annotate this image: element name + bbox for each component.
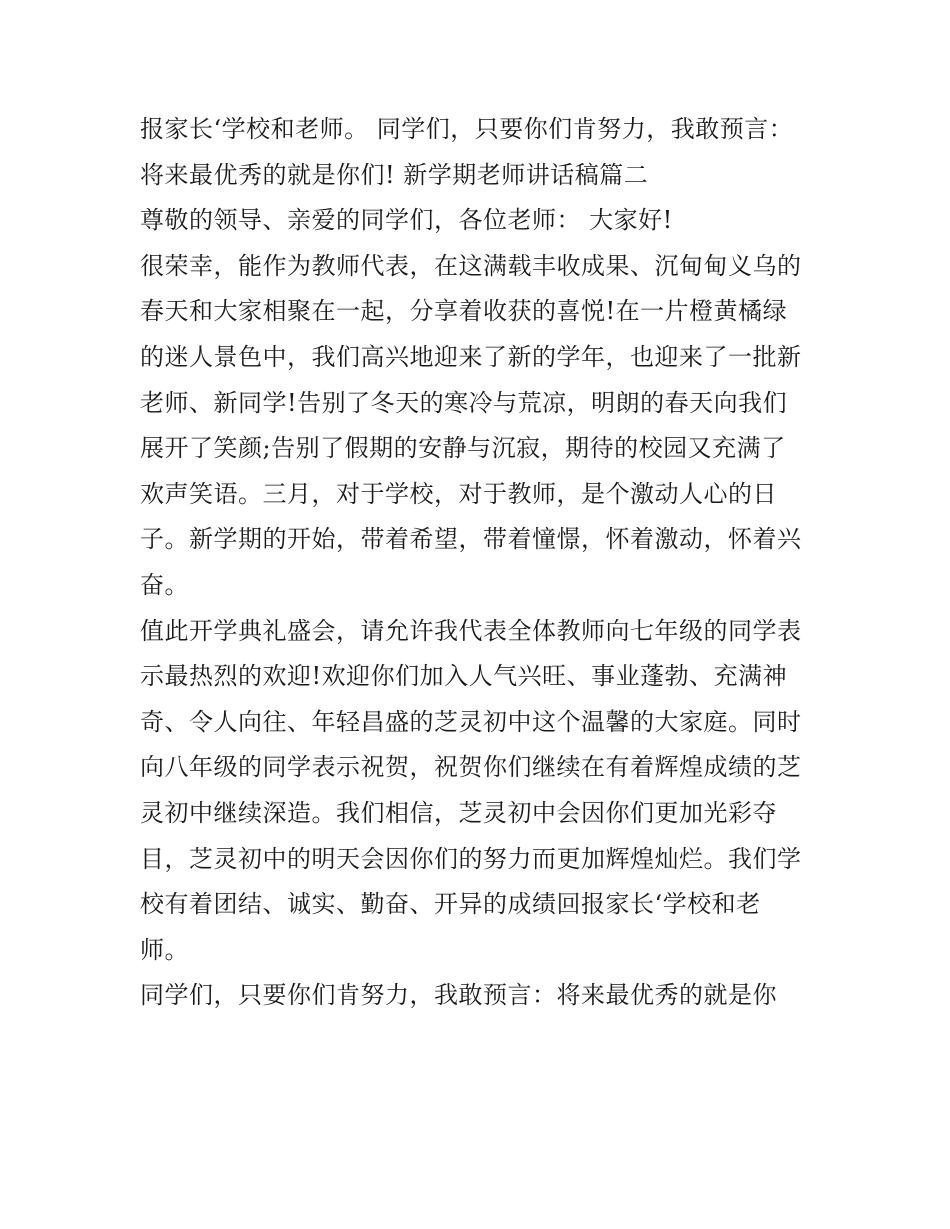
document-body: [140, 107, 830, 1019]
text-line: 子。新学期的开始，带着希望，带着憧憬，怀着激动，怀着兴: [140, 525, 802, 554]
text-line: 将来最优秀的就是你们! 新学期老师讲话稿篇二: [140, 160, 649, 189]
text-line: 报家长‘学校和老师。 同学们，只要你们肯努力，我敢预言：: [140, 115, 794, 143]
text-line: 目，芝灵初中的明天会因你们的努力而更加辉煌灿烂。我们学: [140, 844, 802, 873]
text-line: 奋。: [140, 570, 189, 599]
text-line: 老师、新同学!告别了冬天的寒冷与荒凉，明朗的春天向我们: [140, 388, 788, 417]
text-line: 向八年级的同学表示祝贺，祝贺你们继续在有着辉煌成绩的芝: [140, 753, 802, 782]
text-line: 奇、令人向往、年轻昌盛的芝灵初中这个温馨的大家庭。同时: [140, 707, 802, 736]
text-line: 的迷人景色中，我们高兴地迎来了新的学年，也迎来了一批新: [140, 342, 802, 371]
text-line: 同学们，只要你们肯努力，我敢预言：将来最优秀的就是你: [140, 981, 777, 1010]
text-line: 春天和大家相聚在一起，分享着收获的喜悦!在一片橙黄橘绿: [140, 297, 788, 326]
text-line: 师。: [140, 935, 189, 964]
text-line: 很荣幸，能作为教师代表，在这满载丰收成果、沉甸甸义乌的: [140, 251, 802, 280]
text-line: 欢声笑语。三月，对于学校，对于教师，是个激动人心的日: [140, 479, 777, 508]
text-line: 尊敬的领导、亲爱的同学们，各位老师： 大家好!: [140, 206, 673, 235]
text-line: 示最热烈的欢迎!欢迎你们加入人气兴旺、事业蓬勃、充满神: [140, 662, 788, 691]
text-line: 展开了笑颜;告别了假期的安静与沉寂，期待的校园又充满了: [140, 434, 786, 463]
text-line: 校有着团结、诚实、勤奋、开异的成绩回报家长‘学校和老: [140, 890, 761, 919]
text-line: 值此开学典礼盛会，请允许我代表全体教师向七年级的同学表: [140, 616, 802, 645]
text-line: 灵初中继续深造。我们相信，芝灵初中会因你们更加光彩夺: [140, 798, 777, 827]
